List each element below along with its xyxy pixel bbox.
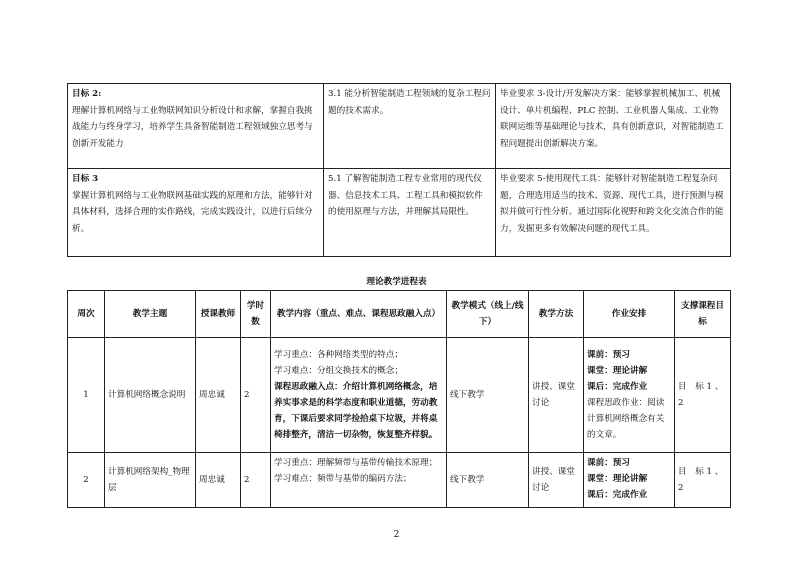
indicator-cell: 5.1 了解智能制造工程专业常用的现代仪器、信息技术工具、工程工具和模拟软件的使用原理与方法，并理解其局限性。: [324, 169, 496, 257]
table-row: [68, 338, 731, 453]
topic-cell: 计算机网络架构_物理层: [105, 453, 196, 508]
header-week: 周次: [68, 291, 105, 338]
requirement-cell: 毕业要求 3-设计/开发解决方案：能够掌握机械加工、机械设计、单片机编程、PLC 控制、工业机器人集成、工业物联网运维等基础理论与技术，具有创新意识，对智能制造工程问题提出创新解决方案。: [496, 84, 731, 169]
header-mode: 教学模式（线上/线下）: [447, 291, 529, 338]
homework-cell: [584, 338, 675, 453]
objective-cell: [68, 169, 324, 257]
header-method: 教学方法: [529, 291, 584, 338]
mode-cell: 线下教学: [447, 453, 529, 508]
objective-title: 目标 2:: [72, 89, 102, 99]
page-number: 2: [393, 530, 400, 540]
homework-extra: 课程思政作业：阅读计算机网络概念有关的文章。: [587, 398, 665, 440]
objectives-table: [67, 83, 731, 257]
method-cell: 讲授、课堂讨论: [529, 338, 584, 453]
difficulty: 学习难点：分组交换技术的概念；: [274, 366, 403, 376]
indicator-cell: 3.1 能分析智能制造工程领域的复杂工程问题的技术需求。: [324, 84, 496, 169]
homework-post: 课后：完成作业: [587, 490, 648, 500]
teacher-cell: 周忠诚: [196, 338, 241, 453]
week-cell: 1: [68, 338, 105, 453]
header-hours: 学时数: [241, 291, 271, 338]
header-topic: 教学主题: [105, 291, 196, 338]
homework-pre: 课前：预习: [587, 350, 630, 360]
content-cell: [271, 453, 447, 508]
hours-cell: 2: [241, 453, 271, 508]
header-homework: 作业安排: [584, 291, 675, 338]
content-cell: [271, 338, 447, 453]
schedule-caption: 理论教学进程表: [366, 277, 427, 287]
objective-title: 目标 3: [72, 174, 99, 184]
support-cell: 目 标 1 、2: [675, 338, 731, 453]
ideology-point: 课程思政融入点：介绍计算机网络概念，培养实事求是的科学态度和职业道德，劳动教育，下课后要求同学捡拾桌下垃圾，并将桌椅排整齐，清洁一切杂物，恢复整齐样貌。: [274, 382, 438, 440]
homework-in-class: 课堂：理论讲解: [587, 474, 648, 484]
header-support: 支撑课程目标: [675, 291, 731, 338]
difficulty: 学习难点：频带与基带的编码方法；: [274, 474, 412, 484]
objective-row: [68, 84, 731, 169]
objective-body: 掌握计算机网络与工业物联网基础实践的原理和方法，能够针对具体材料，选择合理的实作路线，完成实践设计，以进行后续分析。: [72, 190, 313, 234]
key-point: 学习重点：理解频带与基带传输技术原理；: [274, 458, 438, 468]
objective-body: 理解计算机网络与工业物联网知识分析设计和求解，掌握自我挑战能力与终身学习，培养学生具备智能制造工程领域独立思考与创新开发能力: [72, 105, 313, 149]
method-cell: 讲授、课堂讨论: [529, 453, 584, 508]
header-teacher: 授课教师: [196, 291, 241, 338]
objective-row: [68, 169, 731, 257]
homework-cell: [584, 453, 675, 508]
schedule-header-row: [68, 291, 731, 338]
homework-post: 课后：完成作业: [587, 382, 648, 392]
mode-cell: 线下教学: [447, 338, 529, 453]
header-content: 教学内容（重点、难点、课程思政融入点）: [271, 291, 447, 338]
teacher-cell: 周忠诚: [196, 453, 241, 508]
homework-pre: 课前：预习: [587, 458, 630, 468]
support-cell: 目 标 1 、2: [675, 453, 731, 508]
hours-cell: 2: [241, 338, 271, 453]
table-row: [68, 453, 731, 508]
requirement-cell: 毕业要求 5-使用现代工具：能够针对智能制造工程复杂问题，合理选用适当的技术、资源、现代工具，进行预测与模拟并做可行性分析。通过国际化视野和跨文化交流合作的能力，发掘更多有效解决问题的现代工具。: [496, 169, 731, 257]
week-cell: 2: [68, 453, 105, 508]
key-point: 学习重点：各种网络类型的特点；: [274, 350, 403, 360]
objective-cell: [68, 84, 324, 169]
homework-in-class: 课堂：理论讲解: [587, 366, 648, 376]
topic-cell: 计算机网络概念说明: [105, 338, 196, 453]
schedule-table: [67, 290, 731, 508]
